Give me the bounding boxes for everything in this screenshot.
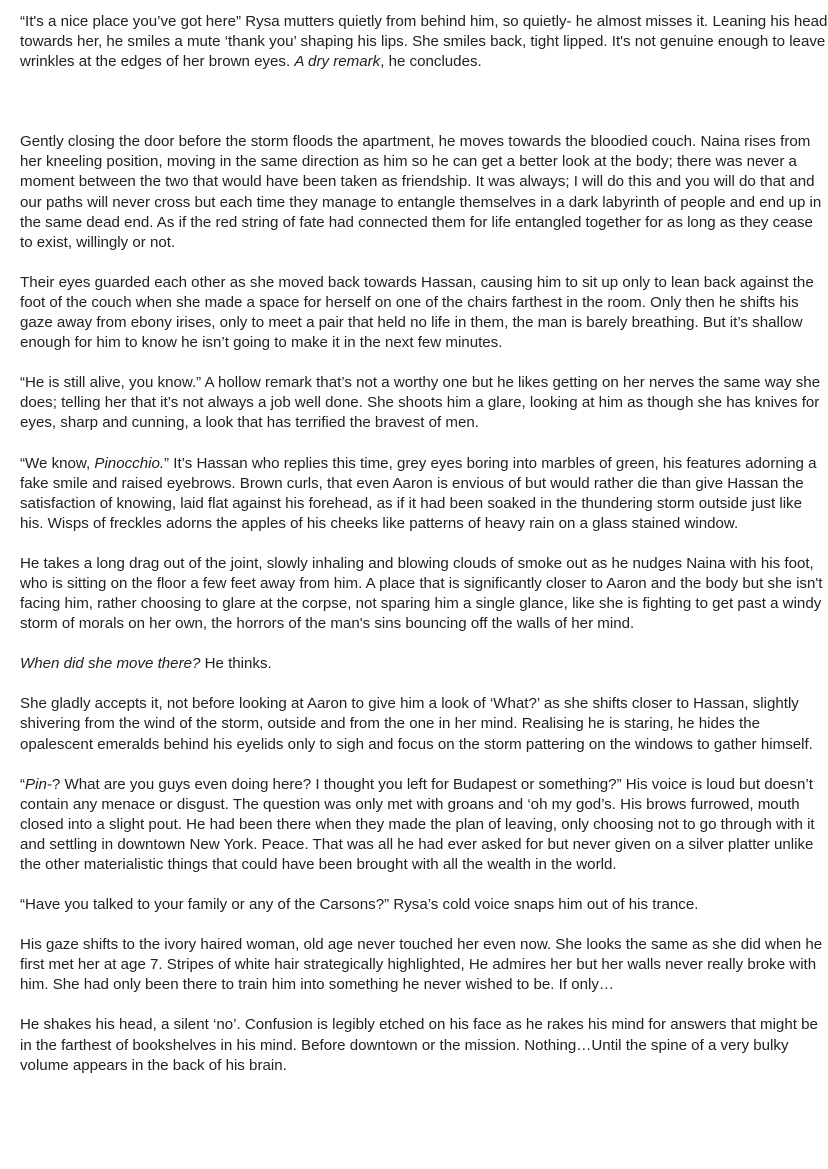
paragraph-1: [20, 12, 828, 72]
paragraph-11: [20, 935, 828, 995]
paragraph-7-run-1: When did she move there?: [20, 655, 201, 673]
paragraph-8: [20, 694, 828, 754]
document-page: [20, 12, 828, 1096]
paragraph-3: [20, 273, 828, 353]
paragraph-4-run-1: “He is still alive, you know.” A hollow remark that’s not a worthy one but he likes getting on her nerves the same way she does; telling her that it’s not always a job well done. She shoots him a glare, looking at him as though she has knives for eyes, sharp and cunning, a look that has terrified the bravest of men.: [20, 374, 821, 432]
paragraph-11-run-1: His gaze shifts to the ivory haired woman, old age never touched her even now. She looks the same as she did when he first met her at age 7. Stripes of white hair strategically highlighted, He admires her but her walls never really broke with him. She had only been there to train him into something he never wished to be. If only…: [20, 936, 823, 994]
paragraph-1-run-2: A dry remark: [294, 53, 381, 71]
paragraph-3-run-1: Their eyes guarded each other as she moved back towards Hassan, causing him to sit up only to lean back against the foot of the couch when she made a space for herself on one of the chairs farthest in the room. Only then he shifts his gaze away from ebony irises, only to meet a pair that held no life in them, the man is barely breathing. But it’s shallow enough for him to know he isn’t going to make it in the next few minutes.: [20, 273, 814, 352]
paragraph-5-run-3: ” It’s Hassan who replies this time, grey eyes boring into marbles of green, his features adorning a fake smile and raised eyebrows. Brown curls, that even Aaron is envious of but would rather die than give Hassan the satisfaction of knowing, laid flat against his forehead, as if it had been soaked in the thundering storm outside just like his. Wisps of freckles adorns the apples of his cheeks like patterns of heavy rain on a glass stained window.: [20, 454, 817, 532]
paragraph-1-run-1: “It's a nice place you’ve got here” Rysa mutters quietly from behind him, so quietly- he almost misses it. Leaning his head towards her, he smiles a mute ‘thank you’ shaping his lips. She smiles back, tight lipped. It's not genuine enough to leave wrinkles at the edges of her brown eyes.: [20, 13, 828, 71]
paragraph-2-run-1: Gently closing the door before the storm floods the apartment, he moves towards the bloodied couch. Naina rises from her kneeling position, moving in the same direction as him so he can get a better look at the body; there was never a moment between the two that would have been taken as friendship. It was always; I will do this and you will do that and our paths will never cross but each time they manage to entangle themselves in a dark labyrinth of people and end up in the same dead end. As if the red string of fate had connected them for life entangled together for as long as they cease to exist, willingly or not.: [20, 133, 822, 251]
paragraph-7: [20, 654, 828, 674]
paragraph-5-run-1: “We know,: [20, 454, 95, 472]
paragraph-9-run-1: “: [20, 775, 26, 793]
paragraph-12: [20, 1015, 828, 1075]
paragraph-5: [20, 454, 828, 534]
paragraph-4: [20, 373, 828, 433]
paragraph-5-run-2: Pinocchio.: [94, 454, 165, 472]
paragraph-10-run-1: “Have you talked to your family or any of the Carsons?” Rysa’s cold voice snaps him out of his trance.: [20, 896, 699, 914]
paragraph-9-run-3: ? What are you guys even doing here? I thought you left for Budapest or something?” His voice is loud but doesn’t contain any menace or disgust. The question was only met with groans and ‘oh my god’s. His brows furrowed, mouth closed into a slight pout. He had been there when they made the plan of leaving, only choosing not to go through with it and settling in downtown New York. Peace. That was all he had ever asked for but never given on a silver platter unlike the other materialistic things that could have been brought with all the wealth in the world.: [20, 775, 815, 873]
paragraph-12-run-1: He shakes his head, a silent ‘no’. Confusion is legibly etched on his face as he rakes his mind for answers that might be in the farthest of bookshelves in his mind. Before downtown or the mission. Nothing…Until the spine of a very bulky volume appears in the back of his brain.: [20, 1016, 818, 1074]
paragraph-6-run-1: He takes a long drag out of the joint, slowly inhaling and blowing clouds of smoke out as he nudges Naina with his foot, who is sitting on the floor a few feet away from him. A place that is significantly closer to Aaron and the body but she isn't facing him, rather choosing to glare at the corpse, not sparing him a single glance, like she is fighting to get past a windy storm of morals on her own, the horrors of the man's sins bouncing off the walls of her mind.: [20, 554, 823, 633]
paragraph-9: [20, 775, 828, 875]
paragraph-6: [20, 554, 828, 634]
paragraph-2: [20, 132, 828, 253]
paragraph-10: [20, 895, 828, 915]
paragraph-7-run-2: He thinks.: [200, 655, 272, 673]
paragraph-9-run-2: Pin-: [25, 775, 52, 793]
paragraph-1-run-3: , he concludes.: [380, 53, 482, 71]
paragraph-8-run-1: She gladly accepts it, not before looking at Aaron to give him a look of ‘What?’ as she shifts closer to Hassan, slightly shivering from the wind of the storm, outside and from the one in her mind. Realising he is staring, he hides the opalescent emeralds behind his eyelids only to sigh and focus on the storm pattering on the windows to gather himself.: [20, 695, 813, 753]
